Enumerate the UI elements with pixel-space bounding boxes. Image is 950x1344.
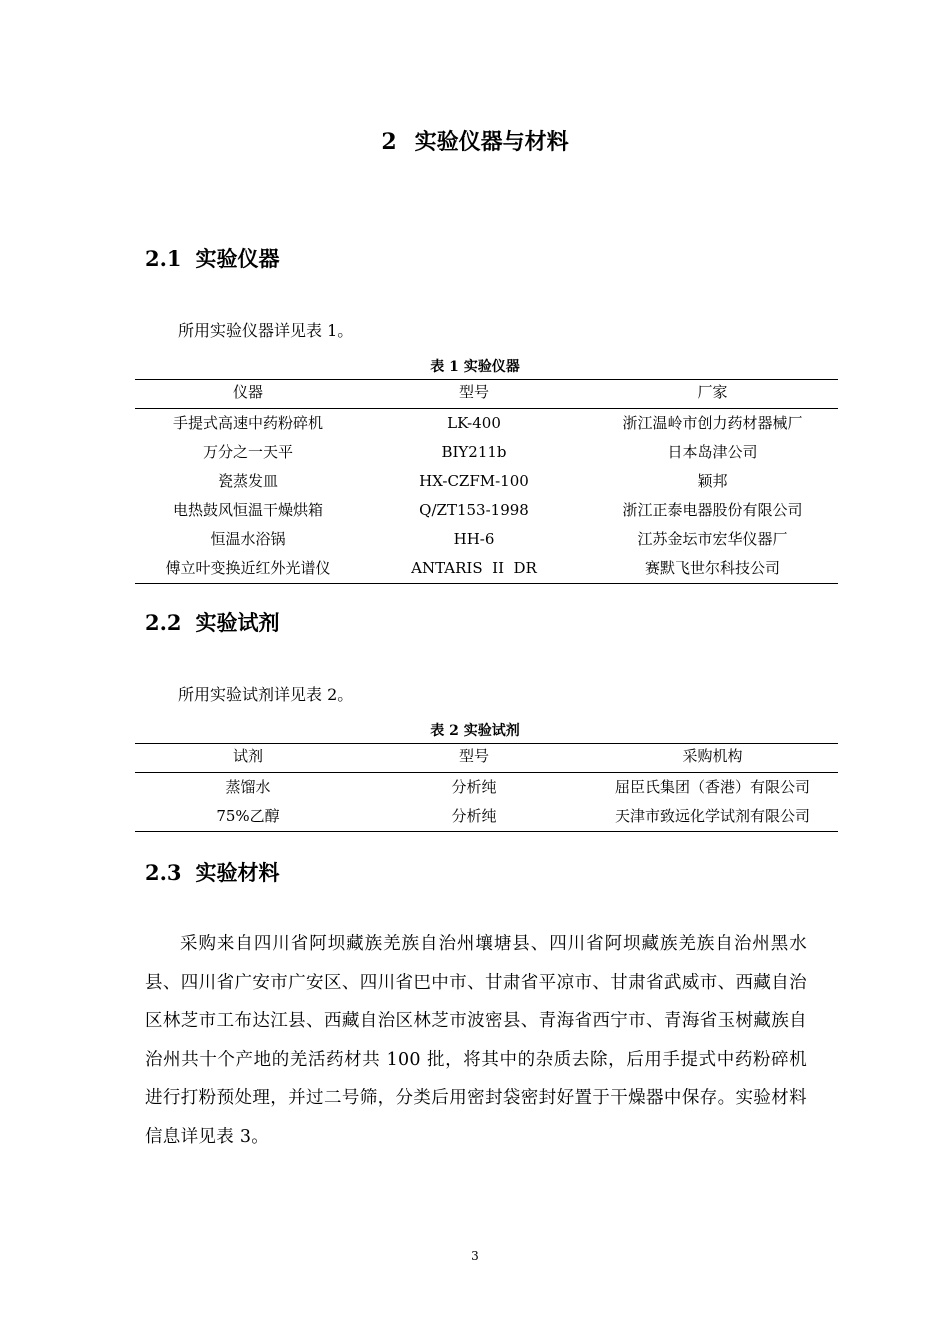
table-cell: 日本岛津公司 — [667, 443, 758, 461]
section-number: 2.3 — [145, 860, 182, 885]
section-intro-2-2: 所用实验试剂详见表 2。 — [178, 685, 354, 704]
table-cell: 浙江正泰电器股份有限公司 — [622, 501, 803, 519]
table-cell: 蒸馏水 — [225, 778, 271, 796]
table-row — [135, 438, 838, 467]
table-2-reagents — [135, 743, 838, 832]
table-cell: 颖邦 — [697, 472, 728, 490]
table-cell: BIY211b — [441, 443, 507, 461]
section-heading-2-2 — [145, 608, 280, 638]
section-title: 实验试剂 — [195, 610, 280, 635]
table-row — [135, 773, 838, 803]
table-cell: 万分之一天平 — [202, 443, 293, 461]
table-cell: 电热鼓风恒温干燥烘箱 — [172, 501, 323, 519]
column-header: 仪器 — [135, 380, 361, 409]
section-heading-2-1 — [145, 244, 280, 274]
table-header-row — [135, 744, 838, 773]
table-cell: 手提式高速中药粉碎机 — [172, 414, 323, 432]
table-cell: 江苏金坛市宏华仪器厂 — [637, 530, 788, 548]
table-cell: 傅立叶变换近红外光谱仪 — [135, 554, 361, 584]
table-cell: HH-6 — [453, 530, 495, 548]
table-cell: 恒温水浴锅 — [210, 530, 286, 548]
chapter-title-text: 实验仪器与材料 — [414, 129, 569, 155]
section-intro-2-1: 所用实验仪器详见表 1。 — [178, 321, 354, 340]
table-cell: Q/ZT153-1998 — [419, 501, 529, 519]
page-number: 3 — [471, 1249, 479, 1263]
table-cell: 分析纯 — [451, 778, 497, 796]
section-number: 2.2 — [145, 610, 182, 635]
table-row — [135, 525, 838, 554]
table-row — [135, 554, 838, 584]
table-1-instruments — [135, 379, 838, 584]
table-row — [135, 467, 838, 496]
table-cell: 浙江温岭市创力药材器械厂 — [622, 414, 803, 432]
table-cell: 天津市致远化学试剂有限公司 — [587, 802, 838, 832]
column-header: 厂家 — [587, 380, 838, 409]
table-row — [135, 409, 838, 439]
table-row — [135, 802, 838, 832]
table-cell: LK-400 — [447, 414, 501, 432]
section-heading-2-3 — [145, 858, 280, 888]
chapter-number: 2 — [381, 129, 397, 155]
column-header: 型号 — [361, 744, 587, 773]
column-header: 采购机构 — [587, 744, 838, 773]
table-cell: ANTARIS II DR — [361, 554, 587, 584]
section-number: 2.1 — [145, 246, 182, 271]
column-header: 试剂 — [135, 744, 361, 773]
table-cell: 瓷蒸发皿 — [217, 472, 278, 490]
section-title: 实验仪器 — [195, 246, 280, 271]
table-1-caption: 表 1 实验仪器 — [430, 359, 520, 375]
table-2-caption: 表 2 实验试剂 — [430, 723, 520, 739]
section-title: 实验材料 — [195, 860, 280, 885]
table-cell: 屈臣氏集团（香港）有限公司 — [614, 778, 810, 796]
table-cell: 分析纯 — [361, 802, 587, 832]
chapter-title — [0, 126, 950, 158]
table-cell: 赛默飞世尔科技公司 — [587, 554, 838, 584]
column-header: 型号 — [361, 380, 587, 409]
table-cell: HX-CZFM-100 — [419, 472, 529, 490]
table-header-row — [135, 380, 838, 409]
section-body-2-3: 采购来自四川省阿坝藏族羌族自治州壤塘县、四川省阿坝藏族羌族自治州黑水县、四川省广安市广安区、四川省巴中市、甘肃省平凉市、甘肃省武威市、西藏自治区林芝市工布达江县、西藏自治区林芝市波密县、青海省西宁市、青海省玉树藏族自治州共十个产地的羌活药材共 100 批，将其中的杂质去除，后用手提式中药粉碎机进行打粉预处理，并过二号筛，分类后用密封袋密封好置于干燥器中保存。实验材料信息详见表 3。 — [145, 934, 807, 1147]
table-row — [135, 496, 838, 525]
table-cell: 75%乙醇 — [135, 802, 361, 832]
